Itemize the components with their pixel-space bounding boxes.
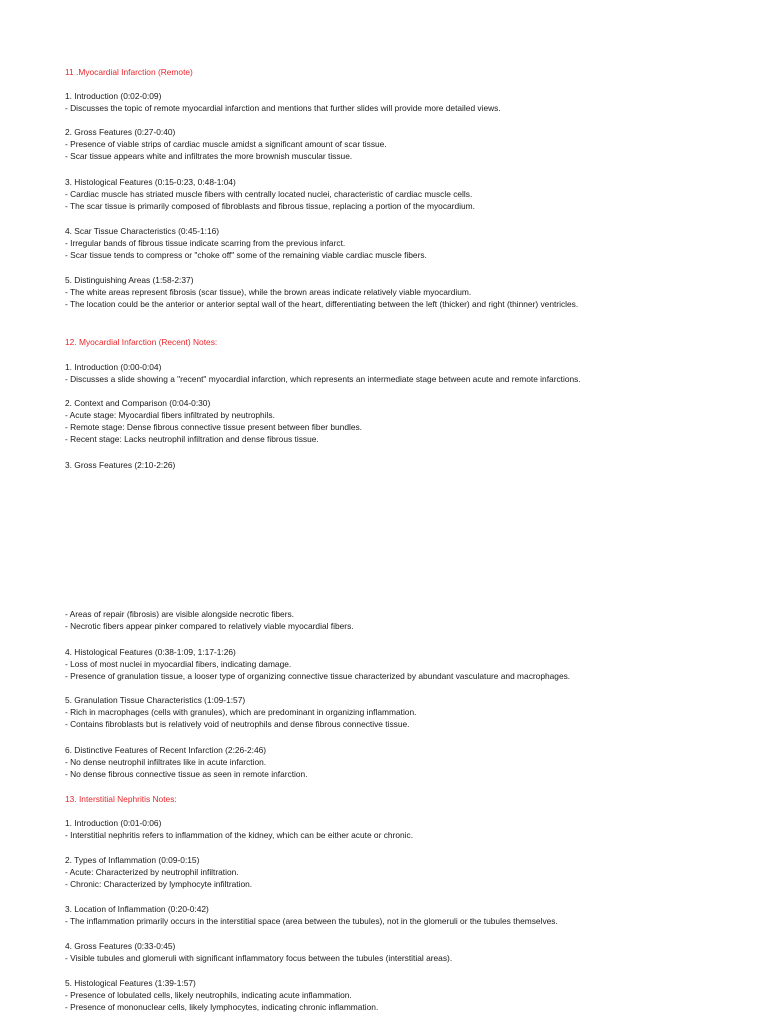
point-heading: 1. Introduction (0:00-0:04) [65, 362, 162, 372]
bullet-text: - The scar tissue is primarily composed of fibroblasts and fibrous tissue, replacing a portion of the myocardium. [65, 201, 475, 211]
point-heading: 5. Histological Features (1:39-1:57) [65, 978, 196, 988]
point-heading: 3. Location of Inflammation (0:20-0:42) [65, 904, 209, 914]
bullet-text: - Contains fibroblasts but is relatively void of neutrophils and dense fibrous connective tissue. [65, 719, 410, 729]
bullet-text: - Presence of lobulated cells, likely neutrophils, indicating acute inflammation. [65, 990, 352, 1000]
point-heading: 2. Gross Features (0:27-0:40) [65, 127, 176, 137]
point-heading: 1. Introduction (0:02-0:09) [65, 91, 162, 101]
bullet-text: - Recent stage: Lacks neutrophil infiltration and dense fibrous tissue. [65, 434, 319, 444]
bullet-text: - Acute stage: Myocardial fibers infiltrated by neutrophils. [65, 410, 275, 420]
bullet-text: - Presence of granulation tissue, a looser type of organizing connective tissue characterized by abundant vasculature and macrophages. [65, 671, 571, 681]
point-heading: 5. Granulation Tissue Characteristics (1:09-1:57) [65, 695, 246, 705]
bullet-text: - Presence of mononuclear cells, likely lymphocytes, indicating chronic inflammation. [65, 1002, 379, 1012]
point-heading: 1. Introduction (0:01-0:06) [65, 818, 162, 828]
point-heading: 4. Scar Tissue Characteristics (0:45-1:16) [65, 226, 220, 236]
point-heading: 2. Context and Comparison (0:04-0:30) [65, 398, 211, 408]
point-heading: 4. Histological Features (0:38-1:09, 1:17-1:26) [65, 647, 236, 657]
bullet-text: - Scar tissue tends to compress or "choke off" some of the remaining viable cardiac muscle fibers. [65, 250, 427, 260]
point-heading: 2. Types of Inflammation (0:09-0:15) [65, 855, 200, 865]
bullet-text: - The white areas represent fibrosis (scar tissue), while the brown areas indicate relatively viable myocardium. [65, 287, 472, 297]
bullet-text: - Areas of repair (fibrosis) are visible alongside necrotic fibers. [65, 609, 295, 619]
point-heading: 3. Histological Features (0:15-0:23, 0:48-1:04) [65, 177, 236, 187]
bullet-text: - The inflammation primarily occurs in the interstitial space (area between the tubules), not in the glomeruli or the tubules themselves. [65, 916, 558, 926]
bullet-text: - The location could be the anterior or anterior septal wall of the heart, differentiating between the left (thicker) and right (thinner) ventricles. [65, 299, 579, 309]
bullet-text: - Irregular bands of fibrous tissue indicate scarring from the previous infarct. [65, 238, 346, 248]
bullet-text: - No dense neutrophil infiltrates like in acute infarction. [65, 757, 267, 767]
bullet-text: - Visible tubules and glomeruli with significant inflammatory focus between the tubules (interstitial areas). [65, 953, 453, 963]
bullet-text: - Loss of most nuclei in myocardial fibers, indicating damage. [65, 659, 292, 669]
bullet-text: - Discusses a slide showing a "recent" myocardial infarction, which represents an intermediate stage between acute and remote infarctions. [65, 374, 581, 384]
section-title: 12. Myocardial Infarction (Recent) Notes: [65, 337, 218, 347]
point-heading: 6. Distinctive Features of Recent Infarction (2:26-2:46) [65, 745, 267, 755]
bullet-text: - Interstitial nephritis refers to inflammation of the kidney, which can be either acute or chronic. [65, 830, 414, 840]
bullet-text: - Rich in macrophages (cells with granules), which are predominant in organizing inflammation. [65, 707, 417, 717]
bullet-text: - Acute: Characterized by neutrophil infiltration. [65, 867, 239, 877]
section-title: 13. Interstitial Nephritis Notes: [65, 794, 177, 804]
bullet-text: - Discusses the topic of remote myocardial infarction and mentions that further slides will provide more detailed views. [65, 103, 501, 113]
section-title: 11 .Myocardial Infarction (Remote) [65, 67, 193, 77]
point-heading: 3. Gross Features (2:10-2:26) [65, 460, 176, 470]
bullet-text: - Chronic: Characterized by lymphocyte infiltration. [65, 879, 253, 889]
bullet-text: - Presence of viable strips of cardiac muscle amidst a significant amount of scar tissue. [65, 139, 387, 149]
bullet-text: - Cardiac muscle has striated muscle fibers with centrally located nuclei, characteristic of cardiac muscle cells. [65, 189, 473, 199]
point-heading: 5. Distinguishing Areas (1:58-2:37) [65, 275, 194, 285]
point-heading: 4. Gross Features (0:33-0:45) [65, 941, 176, 951]
bullet-text: - Remote stage: Dense fibrous connective tissue present between fiber bundles. [65, 422, 363, 432]
bullet-text: - Scar tissue appears white and infiltrates the more brownish muscular tissue. [65, 151, 353, 161]
bullet-text: - Necrotic fibers appear pinker compared to relatively viable myocardial fibers. [65, 621, 354, 631]
bullet-text: - No dense fibrous connective tissue as seen in remote infarction. [65, 769, 308, 779]
